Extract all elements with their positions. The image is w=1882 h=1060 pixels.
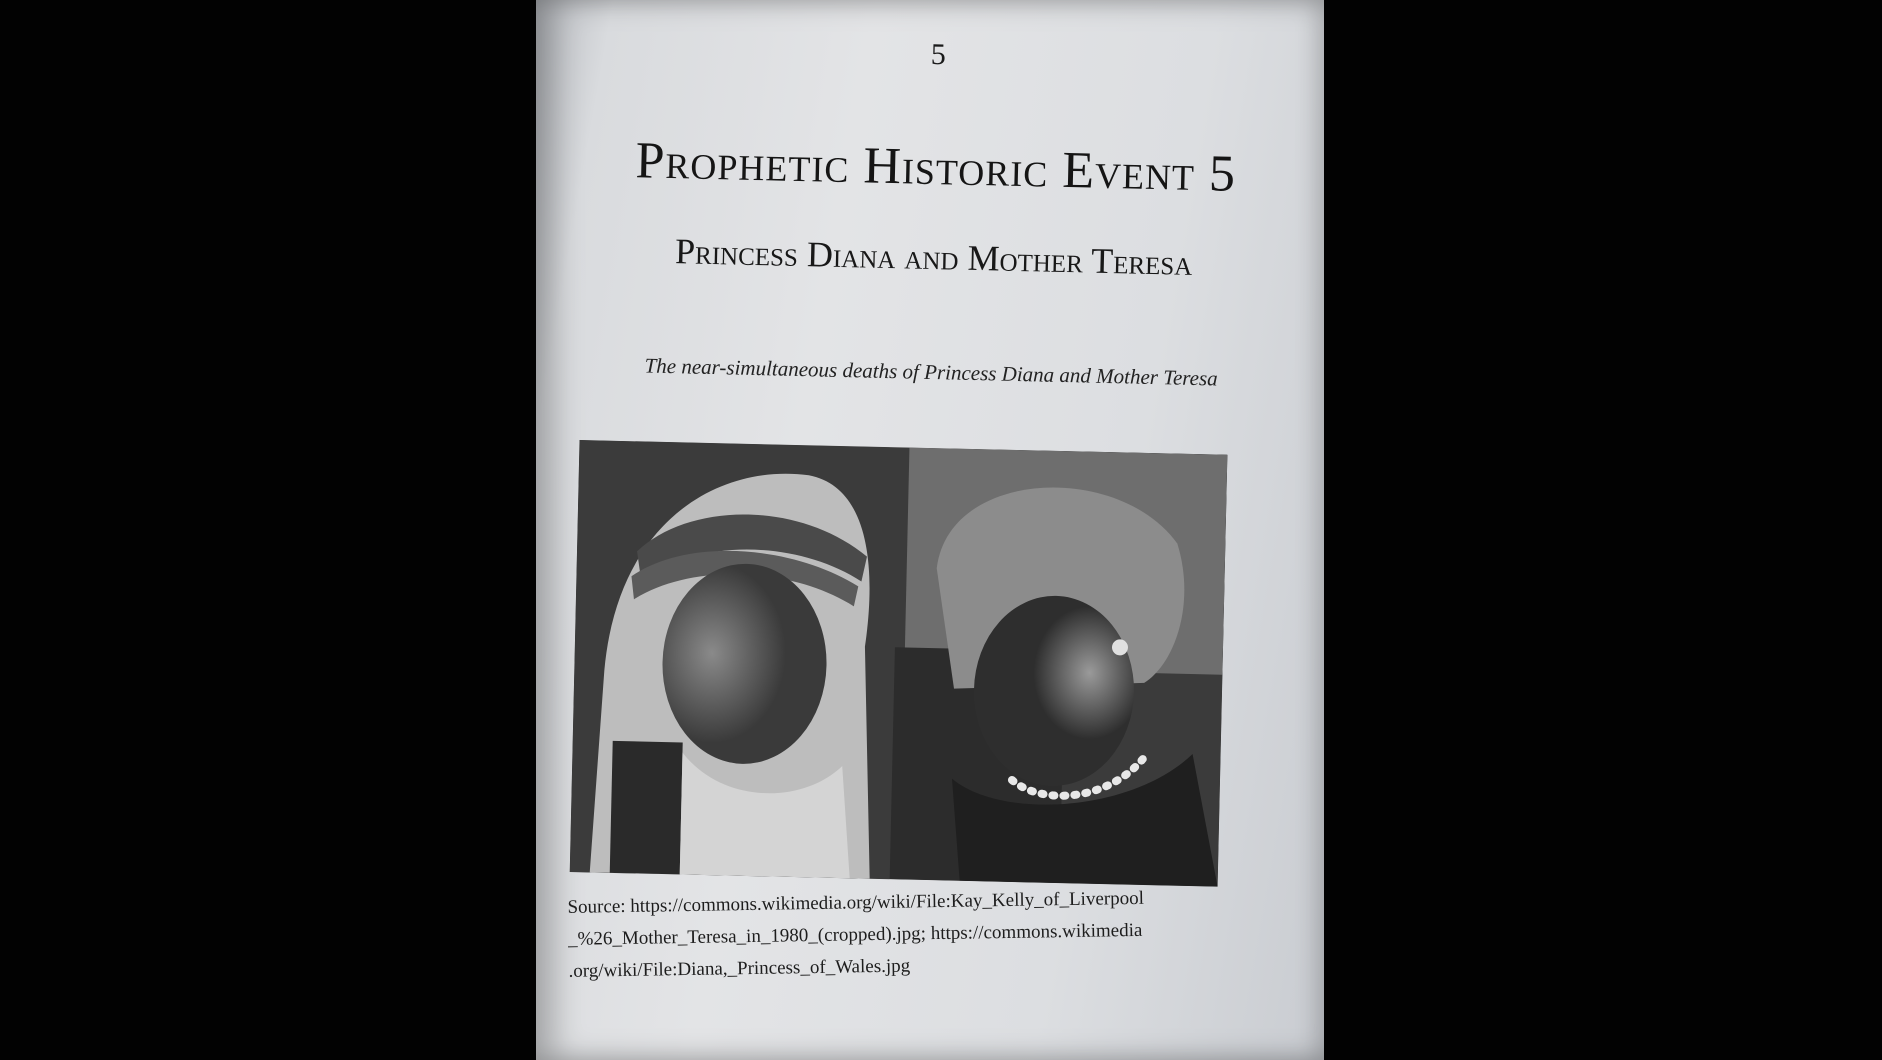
photograph-image (570, 440, 1228, 887)
page-number: 5 (930, 37, 947, 72)
source-line: _%26_Mother_Teresa_in_1980_(cropped).jpg; https://commons.wikimedia (567, 919, 1143, 950)
source-line: Source: https://commons.wikimedia.org/wiki/File:Kay_Kelly_of_Liverpool (567, 887, 1145, 918)
chapter-subtitle: Princess Diana and Mother Teresa (674, 231, 1193, 283)
page-content (536, 0, 1324, 1060)
source-line: .org/wiki/File:Diana,_Princess_of_Wales.jpg (568, 955, 911, 982)
chapter-title: Prophetic Historic Event 5 (634, 132, 1237, 203)
photograph (570, 440, 1228, 887)
image-source-citation (567, 882, 1208, 988)
book-page (536, 0, 1324, 1060)
epigraph: The near-simultaneous deaths of Princess Diana and Mother Teresa (644, 353, 1218, 391)
